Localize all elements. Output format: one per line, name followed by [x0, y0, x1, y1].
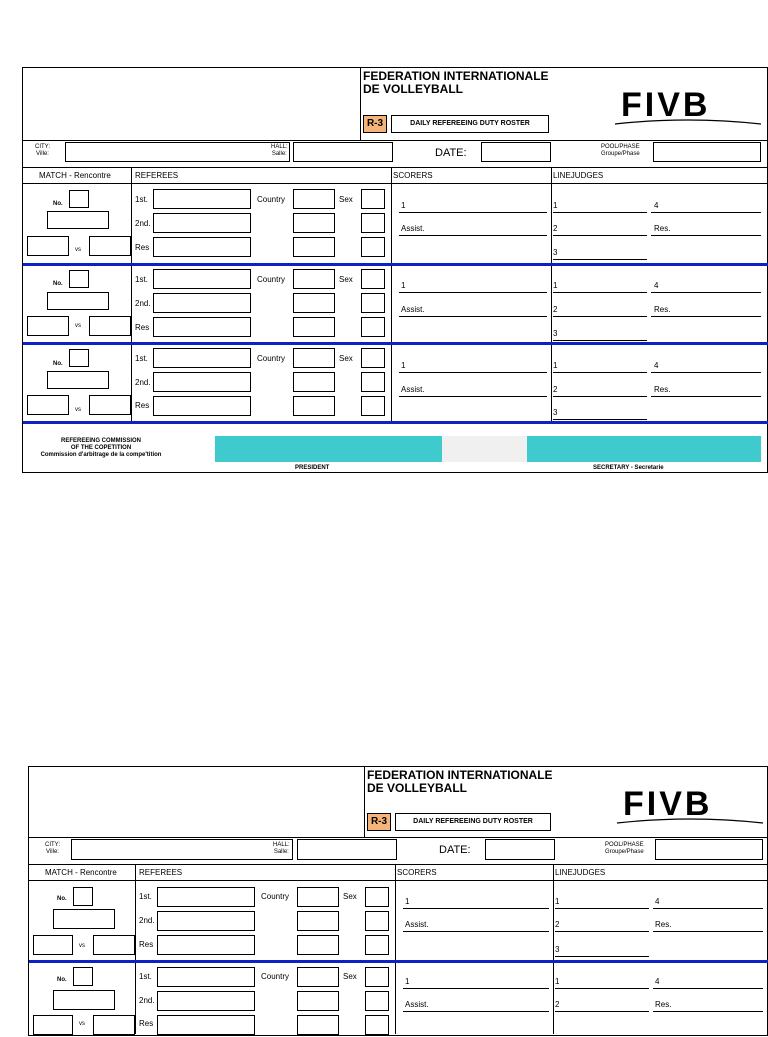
sex-res-field[interactable]: [361, 317, 385, 337]
lj-3-label: 3: [553, 248, 558, 257]
lj-4-label: 4: [654, 281, 659, 290]
sex-2-field[interactable]: [361, 213, 385, 233]
sex-label: Sex: [339, 195, 353, 204]
lj-3-label: 3: [555, 945, 560, 954]
lj-res-line[interactable]: [651, 316, 761, 317]
lj-1-line[interactable]: [553, 292, 647, 293]
ref-2-label: 2nd.: [135, 219, 151, 228]
scorer-assist-line[interactable]: [399, 316, 547, 317]
country-1-field[interactable]: [297, 887, 339, 907]
country-label: Country: [257, 195, 286, 204]
scorer-1-line[interactable]: [403, 988, 549, 989]
ref-1-field[interactable]: [153, 269, 251, 289]
lj-2-line[interactable]: [555, 931, 649, 932]
scorer-1-label: 1: [405, 897, 410, 906]
match-no-field[interactable]: [73, 967, 93, 986]
hall-field[interactable]: [293, 142, 393, 162]
lj-1-line[interactable]: [553, 372, 647, 373]
match-team-field[interactable]: [47, 371, 109, 389]
lj-2-label: 2: [555, 920, 560, 929]
city-field[interactable]: [71, 839, 293, 860]
lj-2-label: 2: [553, 224, 558, 233]
sex-2-field[interactable]: [365, 991, 389, 1011]
federation-name-line1: FEDERATION INTERNATIONALE: [363, 69, 549, 83]
scorer-1-line[interactable]: [399, 292, 547, 293]
roster-form-1: [22, 67, 768, 473]
lj-3-line[interactable]: [553, 340, 647, 341]
match-team-field[interactable]: [53, 909, 115, 929]
city-field[interactable]: [65, 142, 290, 162]
lj-res-label: Res.: [655, 1000, 672, 1009]
match-no-label: No.: [57, 977, 67, 983]
ref-2-field[interactable]: [153, 213, 251, 233]
country-res-field[interactable]: [297, 1015, 339, 1035]
sex-1-field[interactable]: [361, 348, 385, 368]
scorer-1-line[interactable]: [403, 908, 549, 909]
col-linejudges: LINEJUDGES: [553, 171, 604, 180]
col-scorers: SCORERS: [397, 868, 437, 877]
pool-field[interactable]: [653, 142, 761, 162]
lj-3-label: 3: [553, 329, 558, 338]
president-label: PRESIDENT: [295, 465, 330, 471]
match-team-field[interactable]: [47, 292, 109, 310]
lj-res-line[interactable]: [653, 931, 763, 932]
ref-1-field[interactable]: [157, 887, 255, 907]
match-no-field[interactable]: [69, 270, 89, 288]
lj-res-label: Res.: [654, 224, 671, 233]
lj-3-line[interactable]: [555, 956, 649, 957]
sex-2-field[interactable]: [365, 911, 389, 931]
pool-label: POOL/PHASE Groupe/Phase: [601, 144, 640, 157]
country-label: Country: [261, 972, 290, 981]
lj-2-label: 2: [553, 305, 558, 314]
date-label: DATE:: [439, 844, 471, 856]
commission-label: REFEREEING COMMISSION OF THE COPETITION Commission d'arbitrage de la compe'tition: [40, 438, 162, 458]
lj-res-label: Res.: [654, 385, 671, 394]
lj-2-line[interactable]: [553, 316, 647, 317]
ref-1-field[interactable]: [153, 348, 251, 368]
federation-name-line1: FEDERATION INTERNATIONALE: [367, 768, 553, 782]
lj-res-label: Res.: [655, 920, 672, 929]
team-a-field[interactable]: [33, 935, 73, 955]
ref-res-field[interactable]: [153, 396, 251, 416]
scorer-assist-label: Assist.: [401, 305, 425, 314]
date-field[interactable]: [481, 142, 551, 162]
lj-4-line[interactable]: [651, 372, 761, 373]
ref-1-field[interactable]: [157, 967, 255, 987]
country-1-field[interactable]: [293, 348, 335, 368]
team-b-field[interactable]: [93, 935, 135, 955]
ref-res-label: Res: [139, 1019, 154, 1028]
country-1-field[interactable]: [293, 269, 335, 289]
country-res-field[interactable]: [297, 935, 339, 955]
fivb-logo: [613, 78, 763, 133]
team-a-field[interactable]: [27, 316, 69, 336]
country-res-field[interactable]: [293, 317, 335, 337]
country-2-field[interactable]: [293, 293, 335, 313]
lj-2-line[interactable]: [553, 235, 647, 236]
match-no-field[interactable]: [69, 349, 89, 367]
country-res-field[interactable]: [293, 396, 335, 416]
scorer-1-label: 1: [401, 281, 406, 290]
col-referees: REFEREES: [139, 868, 183, 877]
match-team-field[interactable]: [53, 990, 115, 1010]
match-separator: [23, 421, 768, 424]
federation-name-line2: DE VOLLEYBALL: [363, 82, 464, 96]
lj-2-label: 2: [553, 385, 558, 394]
ref-2-label: 2nd.: [139, 916, 155, 925]
sex-res-field[interactable]: [361, 396, 385, 416]
lj-4-line[interactable]: [653, 908, 763, 909]
match-no-label: No.: [53, 281, 63, 287]
country-2-field[interactable]: [297, 911, 339, 931]
form-code-badge: R-3: [363, 115, 387, 133]
vs-label: vs: [79, 943, 85, 949]
lj-res-line[interactable]: [653, 1011, 763, 1012]
col-match: MATCH - Rencontre: [45, 868, 117, 877]
ref-2-field[interactable]: [153, 293, 251, 313]
date-label: DATE:: [435, 147, 467, 159]
ref-res-label: Res: [135, 243, 150, 252]
team-a-field[interactable]: [27, 236, 69, 256]
signature-gap: [442, 436, 527, 462]
team-b-field[interactable]: [89, 395, 131, 415]
ref-res-label: Res: [135, 401, 150, 410]
ref-1-field[interactable]: [153, 189, 251, 209]
ref-res-field[interactable]: [153, 237, 251, 257]
lj-1-label: 1: [555, 897, 560, 906]
lj-4-label: 4: [655, 897, 660, 906]
scorer-1-line[interactable]: [399, 372, 547, 373]
ref-2-field[interactable]: [157, 911, 255, 931]
col-linejudges: LINEJUDGES: [555, 868, 606, 877]
hall-label: HALL: Salle:: [271, 144, 288, 157]
hall-field[interactable]: [297, 839, 397, 860]
ref-res-field[interactable]: [157, 935, 255, 955]
svg-text:FIVB: FIVB: [621, 86, 711, 124]
ref-res-field[interactable]: [153, 317, 251, 337]
lj-3-label: 3: [553, 408, 558, 417]
lj-4-label: 4: [654, 201, 659, 210]
ref-1-label: 1st.: [135, 275, 148, 284]
match-team-field[interactable]: [47, 211, 109, 229]
match-block-2: [23, 266, 768, 343]
country-1-field[interactable]: [297, 967, 339, 987]
lj-4-label: 4: [655, 977, 660, 986]
vs-label: vs: [75, 407, 81, 413]
scorer-assist-line[interactable]: [403, 931, 549, 932]
lj-2-line[interactable]: [553, 396, 647, 397]
scorer-assist-line[interactable]: [399, 235, 547, 236]
sex-label: Sex: [339, 354, 353, 363]
lj-3-line[interactable]: [553, 259, 647, 260]
country-2-field[interactable]: [293, 213, 335, 233]
match-no-label: No.: [57, 896, 67, 902]
form-title: DAILY REFEREEING DUTY ROSTER: [395, 813, 551, 831]
scorer-1-label: 1: [405, 977, 410, 986]
ref-1-label: 1st.: [139, 972, 152, 981]
sex-res-field[interactable]: [365, 935, 389, 955]
country-label: Country: [257, 354, 286, 363]
lj-res-line[interactable]: [651, 396, 761, 397]
sex-res-field[interactable]: [365, 1015, 389, 1035]
lj-1-label: 1: [555, 977, 560, 986]
sex-1-field[interactable]: [361, 189, 385, 209]
ref-res-field[interactable]: [157, 1015, 255, 1035]
country-res-field[interactable]: [293, 237, 335, 257]
lj-1-line[interactable]: [555, 908, 649, 909]
ref-res-label: Res: [139, 940, 154, 949]
ref-2-field[interactable]: [157, 991, 255, 1011]
lj-2-line[interactable]: [555, 1011, 649, 1012]
match-no-label: No.: [53, 361, 63, 367]
team-b-field[interactable]: [93, 1015, 135, 1035]
sex-label: Sex: [339, 275, 353, 284]
lj-2-label: 2: [555, 1000, 560, 1009]
scorer-assist-label: Assist.: [401, 224, 425, 233]
secretary-label: SECRETARY - Secretarie: [593, 465, 664, 471]
date-field[interactable]: [485, 839, 555, 860]
vs-label: vs: [75, 323, 81, 329]
fivb-logo: [615, 777, 765, 832]
lj-1-label: 1: [553, 281, 558, 290]
country-2-field[interactable]: [293, 372, 335, 392]
country-2-field[interactable]: [297, 991, 339, 1011]
lj-4-line[interactable]: [651, 292, 761, 293]
lj-res-line[interactable]: [651, 235, 761, 236]
col-referees: REFEREES: [135, 171, 179, 180]
lj-4-line[interactable]: [653, 988, 763, 989]
scorer-assist-line[interactable]: [399, 396, 547, 397]
pool-field[interactable]: [655, 839, 763, 860]
match-no-field[interactable]: [73, 887, 93, 906]
col-match: MATCH - Rencontre: [39, 171, 111, 180]
lj-4-label: 4: [654, 361, 659, 370]
scorer-1-label: 1: [401, 361, 406, 370]
scorer-1-label: 1: [401, 201, 406, 210]
sex-1-field[interactable]: [365, 967, 389, 987]
svg-text:FIVB: FIVB: [623, 785, 713, 823]
ref-res-label: Res: [135, 323, 150, 332]
scorer-assist-line[interactable]: [403, 1011, 549, 1012]
match-no-label: No.: [53, 201, 63, 207]
president-signature-area[interactable]: [215, 436, 442, 462]
lj-res-label: Res.: [654, 305, 671, 314]
ref-2-label: 2nd.: [139, 996, 155, 1005]
hall-label: HALL: Salle:: [273, 842, 290, 855]
federation-name-line2: DE VOLLEYBALL: [367, 781, 468, 795]
match-no-field[interactable]: [69, 190, 89, 208]
city-label: CITY: Ville:: [35, 144, 51, 157]
ref-2-label: 2nd.: [135, 299, 151, 308]
sex-2-field[interactable]: [361, 372, 385, 392]
match-block-3: [23, 345, 768, 422]
ref-2-label: 2nd.: [135, 378, 151, 387]
lj-3-line[interactable]: [553, 419, 647, 420]
country-label: Country: [257, 275, 286, 284]
country-1-field[interactable]: [293, 189, 335, 209]
sex-2-field[interactable]: [361, 293, 385, 313]
scorer-assist-label: Assist.: [401, 385, 425, 394]
match-block-1: [23, 184, 768, 263]
sex-1-field[interactable]: [361, 269, 385, 289]
form-title: DAILY REFEREEING DUTY ROSTER: [391, 115, 549, 133]
roster-form-2: [28, 766, 768, 1036]
lj-1-label: 1: [553, 361, 558, 370]
scorer-1-line[interactable]: [399, 212, 547, 213]
scorer-assist-label: Assist.: [405, 1000, 429, 1009]
vs-label: vs: [79, 1021, 85, 1027]
col-scorers: SCORERS: [393, 171, 433, 180]
team-b-field[interactable]: [89, 316, 131, 336]
ref-1-label: 1st.: [135, 195, 148, 204]
match-block-1: [29, 881, 768, 961]
team-a-field[interactable]: [27, 395, 69, 415]
lj-4-line[interactable]: [651, 212, 761, 213]
ref-1-label: 1st.: [135, 354, 148, 363]
lj-1-label: 1: [553, 201, 558, 210]
lj-1-line[interactable]: [555, 988, 649, 989]
team-a-field[interactable]: [33, 1015, 73, 1035]
sex-label: Sex: [343, 892, 357, 901]
pool-label: POOL/PHASE Groupe/Phase: [605, 842, 644, 855]
team-b-field[interactable]: [89, 236, 131, 256]
country-label: Country: [261, 892, 290, 901]
vs-label: vs: [75, 247, 81, 253]
ref-1-label: 1st.: [139, 892, 152, 901]
lj-1-line[interactable]: [553, 212, 647, 213]
form-code-badge: R-3: [367, 813, 391, 831]
secretary-signature-area[interactable]: [527, 436, 761, 462]
scorer-assist-label: Assist.: [405, 920, 429, 929]
sex-1-field[interactable]: [365, 887, 389, 907]
ref-2-field[interactable]: [153, 372, 251, 392]
sex-label: Sex: [343, 972, 357, 981]
city-label: CITY: Ville:: [45, 842, 61, 855]
match-block-2: [29, 963, 768, 1037]
sex-res-field[interactable]: [361, 237, 385, 257]
